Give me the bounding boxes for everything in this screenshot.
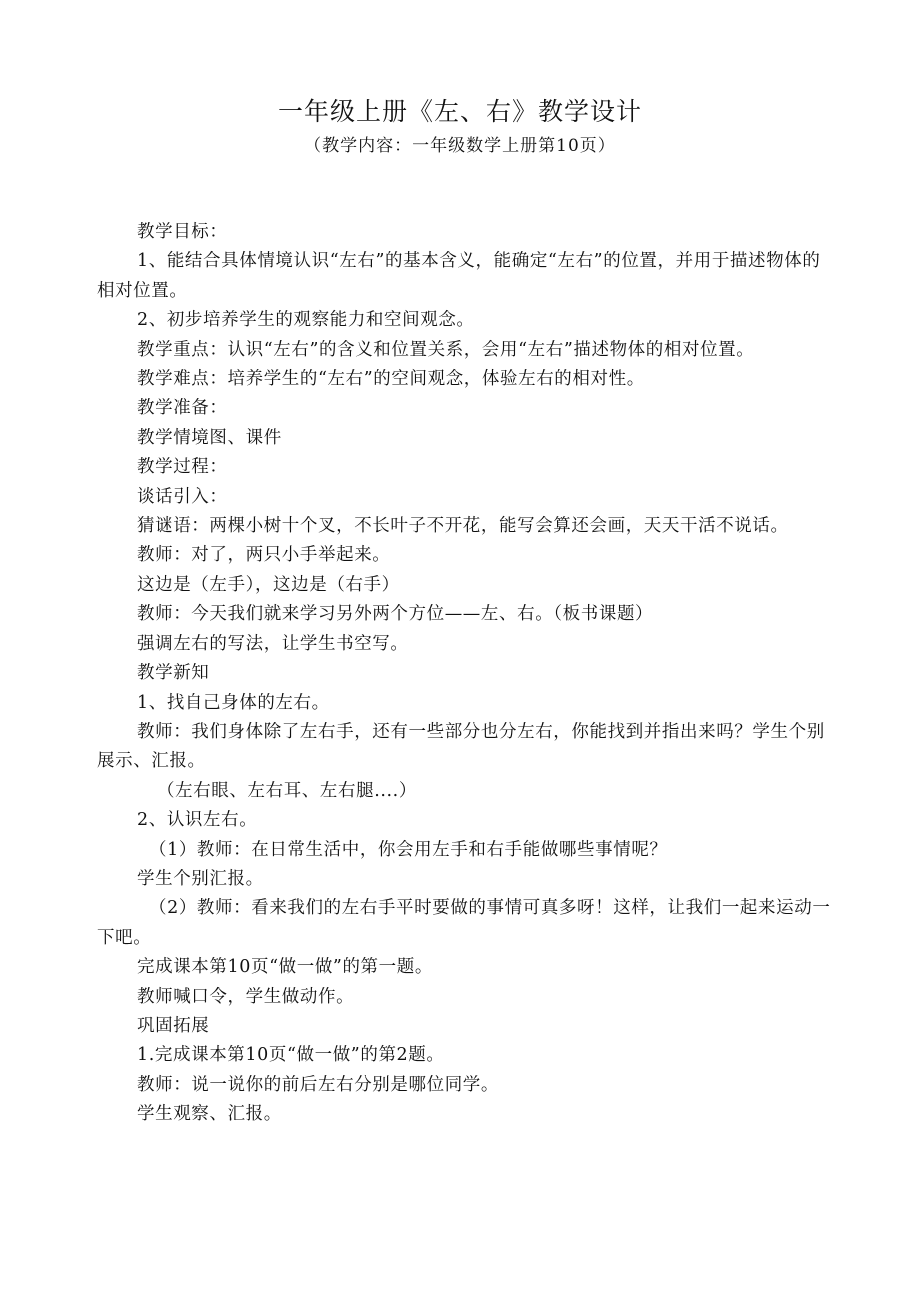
document-subtitle: （教学内容：一年级数学上册第10页）	[304, 136, 616, 156]
paragraph-intro-heading: 谈话引入：	[137, 486, 228, 507]
document-body	[97, 218, 832, 1130]
paragraph-teacher-body: 教师：我们身体除了左右手，还有一些部分也分左右，你能找到并指出来吗？学生个别展示、汇报。	[97, 721, 825, 772]
paragraph-step-1: 1、找自己身体的左右。	[137, 692, 330, 713]
paragraph-step-2-1: （1）教师：在日常生活中，你会用左手和右手能做哪些事情呢？	[149, 839, 668, 860]
paragraph-new-knowledge-heading: 教学新知	[137, 663, 210, 684]
paragraph-difficulty: 教学难点：培养学生的“左右”的空间观念，体验左右的相对性。	[137, 369, 645, 390]
paragraph-key-point: 教学重点：认识“左右”的含义和位置关系，会用“左右”描述物体的相对位置。	[137, 339, 755, 360]
paragraph-consolidation-heading: 巩固拓展	[137, 1015, 210, 1036]
paragraph-commands: 教师喊口令，学生做动作。	[137, 986, 355, 1007]
paragraph-objective-1: 1、能结合具体情境认识“左右”的基本含义，能确定“左右”的位置，并用于描述物体的相对位置。	[97, 251, 821, 301]
paragraph-teacher-topic: 教师：今天我们就来学习另外两个方位——左、右。（板书课题）	[137, 604, 654, 625]
paragraph-student-report: 学生个别汇报。	[137, 868, 264, 889]
paragraph-left-right-hands: 这边是（左手），这边是（右手）	[137, 574, 400, 595]
paragraph-objective-2: 2、初步培养学生的观察能力和空间观念。	[137, 310, 475, 331]
paragraph-student-observe: 学生观察、汇报。	[137, 1104, 282, 1125]
paragraph-step-2-2: （2）教师：看来我们的左右手平时要做的事情可真多呀！这样，让我们一起来运动一下吧。	[97, 898, 831, 948]
paragraph-writing: 强调左右的写法，让学生书空写。	[137, 633, 409, 654]
paragraph-objectives-heading: 教学目标：	[137, 222, 228, 242]
paragraph-textbook-task-2: 1.完成课本第10页“做一做”的第2题。	[137, 1045, 445, 1066]
paragraph-teacher-hands: 教师：对了，两只小手举起来。	[137, 545, 391, 566]
paragraph-process-heading: 教学过程：	[137, 457, 228, 478]
paragraph-preparation-heading: 教学准备：	[137, 398, 228, 419]
paragraph-riddle: 猜谜语：两棵小树十个叉，不长叶子不开花，能写会算还会画，天天干活不说话。	[137, 516, 789, 537]
paragraph-textbook-task-1: 完成课本第10页“做一做”的第一题。	[137, 957, 433, 978]
paragraph-teacher-classmates: 教师：说一说你的前后左右分别是哪位同学。	[137, 1074, 499, 1095]
paragraph-step-2: 2、认识左右。	[137, 810, 258, 831]
paragraph-preparation: 教学情境图、课件	[137, 427, 282, 448]
document-title: 一年级上册《左、右》教学设计	[277, 97, 642, 126]
paragraph-body-examples: （左右眼、左右耳、左右腿....）	[157, 780, 417, 801]
